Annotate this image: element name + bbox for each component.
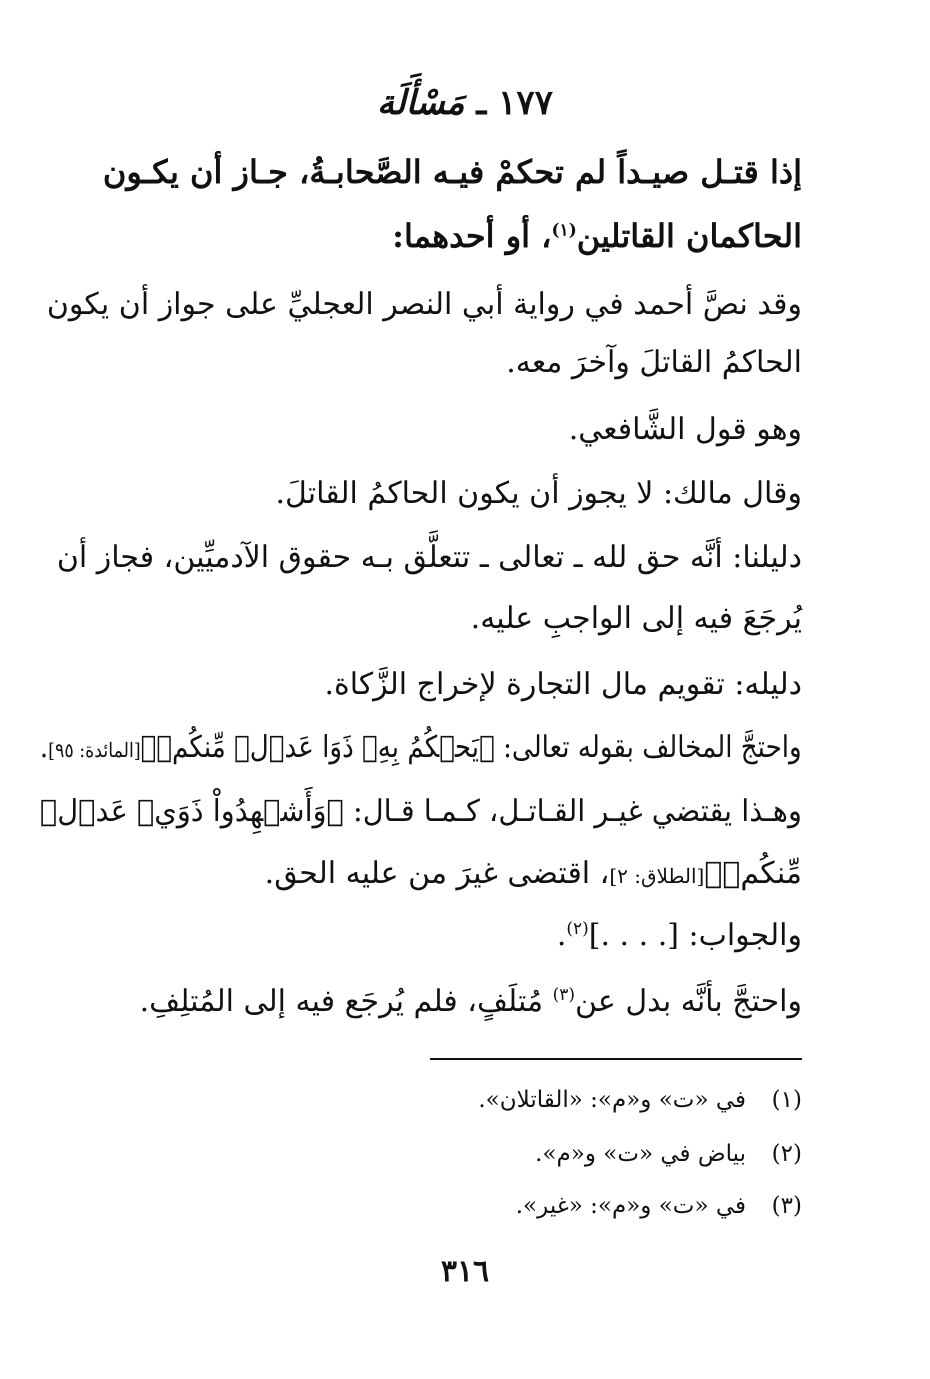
- verse-reference-2: [الطلاق: ٢]: [609, 864, 705, 888]
- footnote-separator: [430, 1058, 802, 1060]
- title-line-2-text: الحاكمان القاتلين: [576, 217, 802, 255]
- footnote-1-number: (١): [771, 1087, 802, 1113]
- paragraph-6-text: واحتجَّ المخالف بقوله تعالى:: [495, 730, 802, 765]
- paragraph-7-line-2: [265, 852, 802, 898]
- issue-heading: [0, 78, 930, 128]
- footnote-3-number: (٣): [771, 1193, 802, 1219]
- paragraph-4-line-1: دليلنا: أنَّه حق لله ـ تعالى ـ تتعلَّق بـه حقوق الآدميِّين، فجاز أن: [56, 540, 802, 575]
- verse-reference-1: [المائدة: ٩٥]: [48, 738, 141, 762]
- paragraph-8-end: .: [556, 918, 567, 953]
- paragraph-3: وقال مالك: لا يجوز أن يكون الحاكمُ القاتلَ.: [275, 476, 802, 511]
- paragraph-4-line-2: يُرجَعَ فيه إلى الواجبِ عليه.: [470, 601, 802, 636]
- title-line-2: [392, 214, 802, 258]
- title-line-2-tail: ، أو أحدهما:: [392, 217, 552, 255]
- footnote-1: [478, 1082, 802, 1118]
- title-line-1: إذا قتـل صيـداً لم تحكمْ فيـه الصَّحابـةُ، جـاز أن يكـون: [102, 153, 802, 191]
- paragraph-9-tail: مُتلَفٍ، فلم يُرجَع فيه إلى المُتلِفِ.: [139, 984, 553, 1019]
- paragraph-7-text: وهـذا يقتضي غيـر القـاتـل، كـمـا قـال:: [343, 794, 802, 829]
- paragraph-2: وهو قول الشَّافعي.: [568, 412, 802, 447]
- page-number: ٣١٦: [440, 1254, 490, 1289]
- paragraph-1-line-2: الحاكمُ القاتلَ وآخرَ معه.: [506, 345, 802, 380]
- paragraph-7-tail: ، اقتضى غيرَ من عليه الحق.: [264, 856, 610, 891]
- paragraph-5: دليله: تقويم مال التجارة لإخراج الزَّكاة.: [324, 667, 802, 702]
- footnote-3-text: في «ت» و«م»: «غير».: [515, 1193, 746, 1219]
- paragraph-6: [40, 726, 802, 772]
- quran-verse-2b: مِّنكُمۡ﴾: [704, 856, 802, 891]
- paragraph-1-line-1: وقد نصَّ أحمد في رواية أبي النصر العجليِّ على جواز أن يكون: [46, 287, 802, 322]
- footnote-1-text: في «ت» و«م»: «القاتلان».: [478, 1087, 746, 1113]
- paragraph-8-text: والجواب: [. . . .]: [588, 918, 802, 953]
- footnote-2-text: بياض في «ت» و«م».: [535, 1141, 746, 1167]
- issue-word: مَسْأَلَة: [377, 83, 465, 123]
- issue-number: ١٧٧: [498, 83, 553, 123]
- footnote-2: [535, 1136, 802, 1172]
- paragraph-9-text: واحتجَّ بأنَّه بدل عن: [575, 984, 802, 1019]
- quran-verse-1: ﴿يَحۡكُمُ بِهِۦ ذَوَا عَدۡلٖ مِّنكُمۡ﴾: [140, 730, 496, 765]
- paragraph-6-end: .: [40, 730, 49, 765]
- paragraph-8: [557, 914, 802, 958]
- footnote-mark-2: (٢): [566, 919, 589, 939]
- paragraph-7-line-1: [40, 790, 802, 834]
- footnote-mark-3: (٣): [552, 985, 576, 1005]
- footnote-3: [516, 1188, 802, 1224]
- footnote-mark-1: (١): [551, 220, 577, 241]
- heading-dash: ـ: [476, 83, 487, 123]
- footnote-2-number: (٢): [771, 1141, 802, 1167]
- quran-verse-2a: ﴿وَأَشۡهِدُواْ ذَوَيۡ عَدۡلٖ: [39, 794, 344, 829]
- paragraph-9: [140, 980, 802, 1024]
